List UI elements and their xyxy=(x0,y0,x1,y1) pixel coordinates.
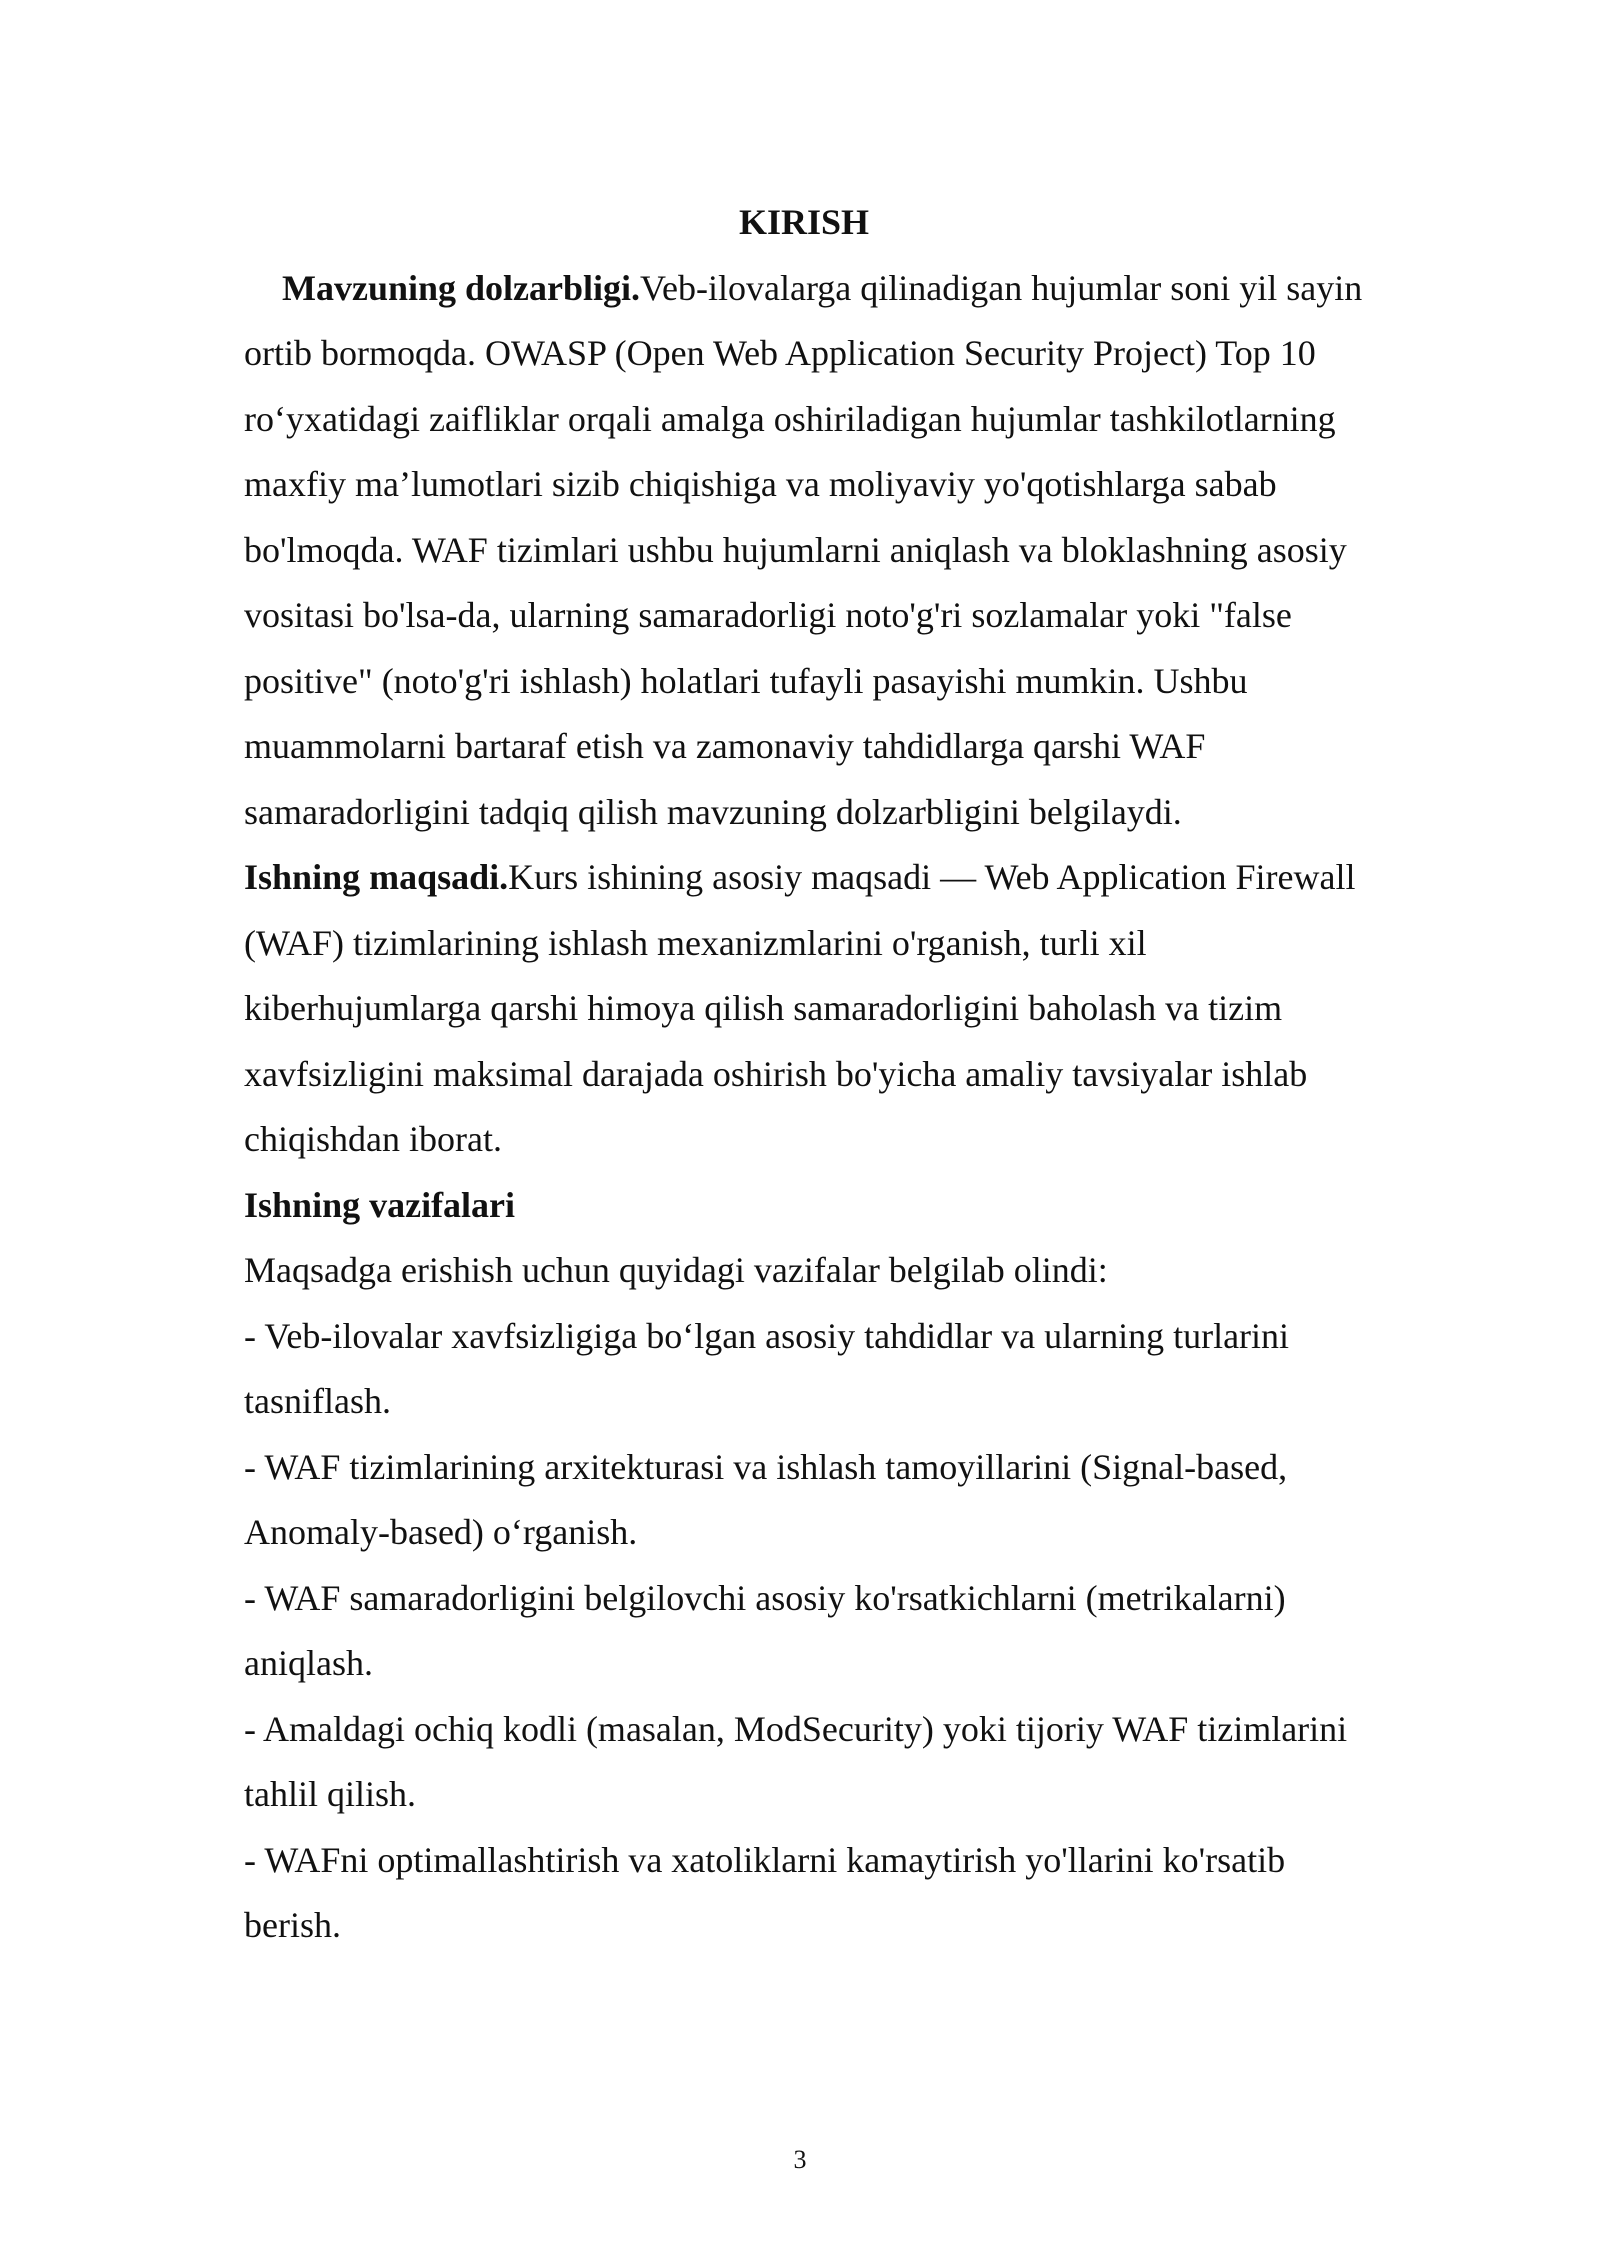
section-heading-vazifalar: Ishning vazifalari xyxy=(244,1184,516,1225)
list-item: - WAFni optimallashtirish va xatoliklarni kamaytirish yo'llarini ko'rsatib berish. xyxy=(244,1839,1286,1945)
page-title: KIRISH xyxy=(738,202,870,242)
paragraph-text-maqsad: Kurs ishining asosiy maqsadi — Web Application Firewall (WAF) tizimlarining ishlash mexanizmlarini o'rganish, turli xil kiberhujumlarga qarshi himoya qilish samaradorligini baholash va tizim xavfsizligini maksimal darajada oshirish bo'yicha amaliy tavsiyalar ishlab chiqishdan iborat. xyxy=(244,857,1356,1159)
page-number: 3 xyxy=(793,2145,807,2174)
paragraph-lead-maqsad: Ishning maqsadi. xyxy=(244,857,509,897)
list-item: - Amaldagi ochiq kodli (masalan, ModSecurity) yoki tijoriy WAF tizimlarini tahlil qilish. xyxy=(244,1708,1348,1814)
document-body xyxy=(244,190,1364,1959)
list-item: - WAF tizimlarining arxitekturasi va ishlash tamoyillarini (Signal-based, Anomaly-based) o‘rganish. xyxy=(244,1446,1288,1552)
paragraph-lead-dolzarblik: Mavzuning dolzarbligi. xyxy=(282,267,641,308)
paragraph-maqsad xyxy=(244,845,1364,1173)
list-item: - Veb-ilovalar xavfsizligiga bo‘lgan asosiy tahdidlar va ularning turlarini tasniflash. xyxy=(244,1315,1290,1421)
paragraph-dolzarblik xyxy=(244,256,1364,846)
list-item: - WAF samaradorligini belgilovchi asosiy ko'rsatkichlarni (metrikalarni) aniqlash. xyxy=(244,1577,1286,1683)
paragraph-vazifalar-intro: Maqsadga erishish uchun quyidagi vazifalar belgilab olindi: xyxy=(244,1250,1108,1290)
paragraph-text-dolzarblik: Veb-ilovalarga qilinadigan hujumlar soni yil sayin ortib bormoqda. OWASP (Open Web Application Security Project) Top 10 ro‘yxatidagi zaifliklar orqali amalga oshiriladigan hujumlar tashkilotlarning maxfiy ma’lumotlari sizib chiqishiga va moliyaviy yo'qotishlarga sabab bo'lmoqda. WAF tizimlari ushbu hujumlarni aniqlash va bloklashning asosiy vositasi bo'lsa-da, ularning samaradorligi noto'g'ri sozlamalar yoki "false positive" (noto'g'ri ishlash) holatlari tufayli pasayishi mumkin. Ushbu muammolarni bartaraf etish va zamonaviy tahdidlarga qarshi WAF samaradorligini tadqiq qilish mavzuning dolzarbligini belgilaydi. xyxy=(244,267,1363,832)
